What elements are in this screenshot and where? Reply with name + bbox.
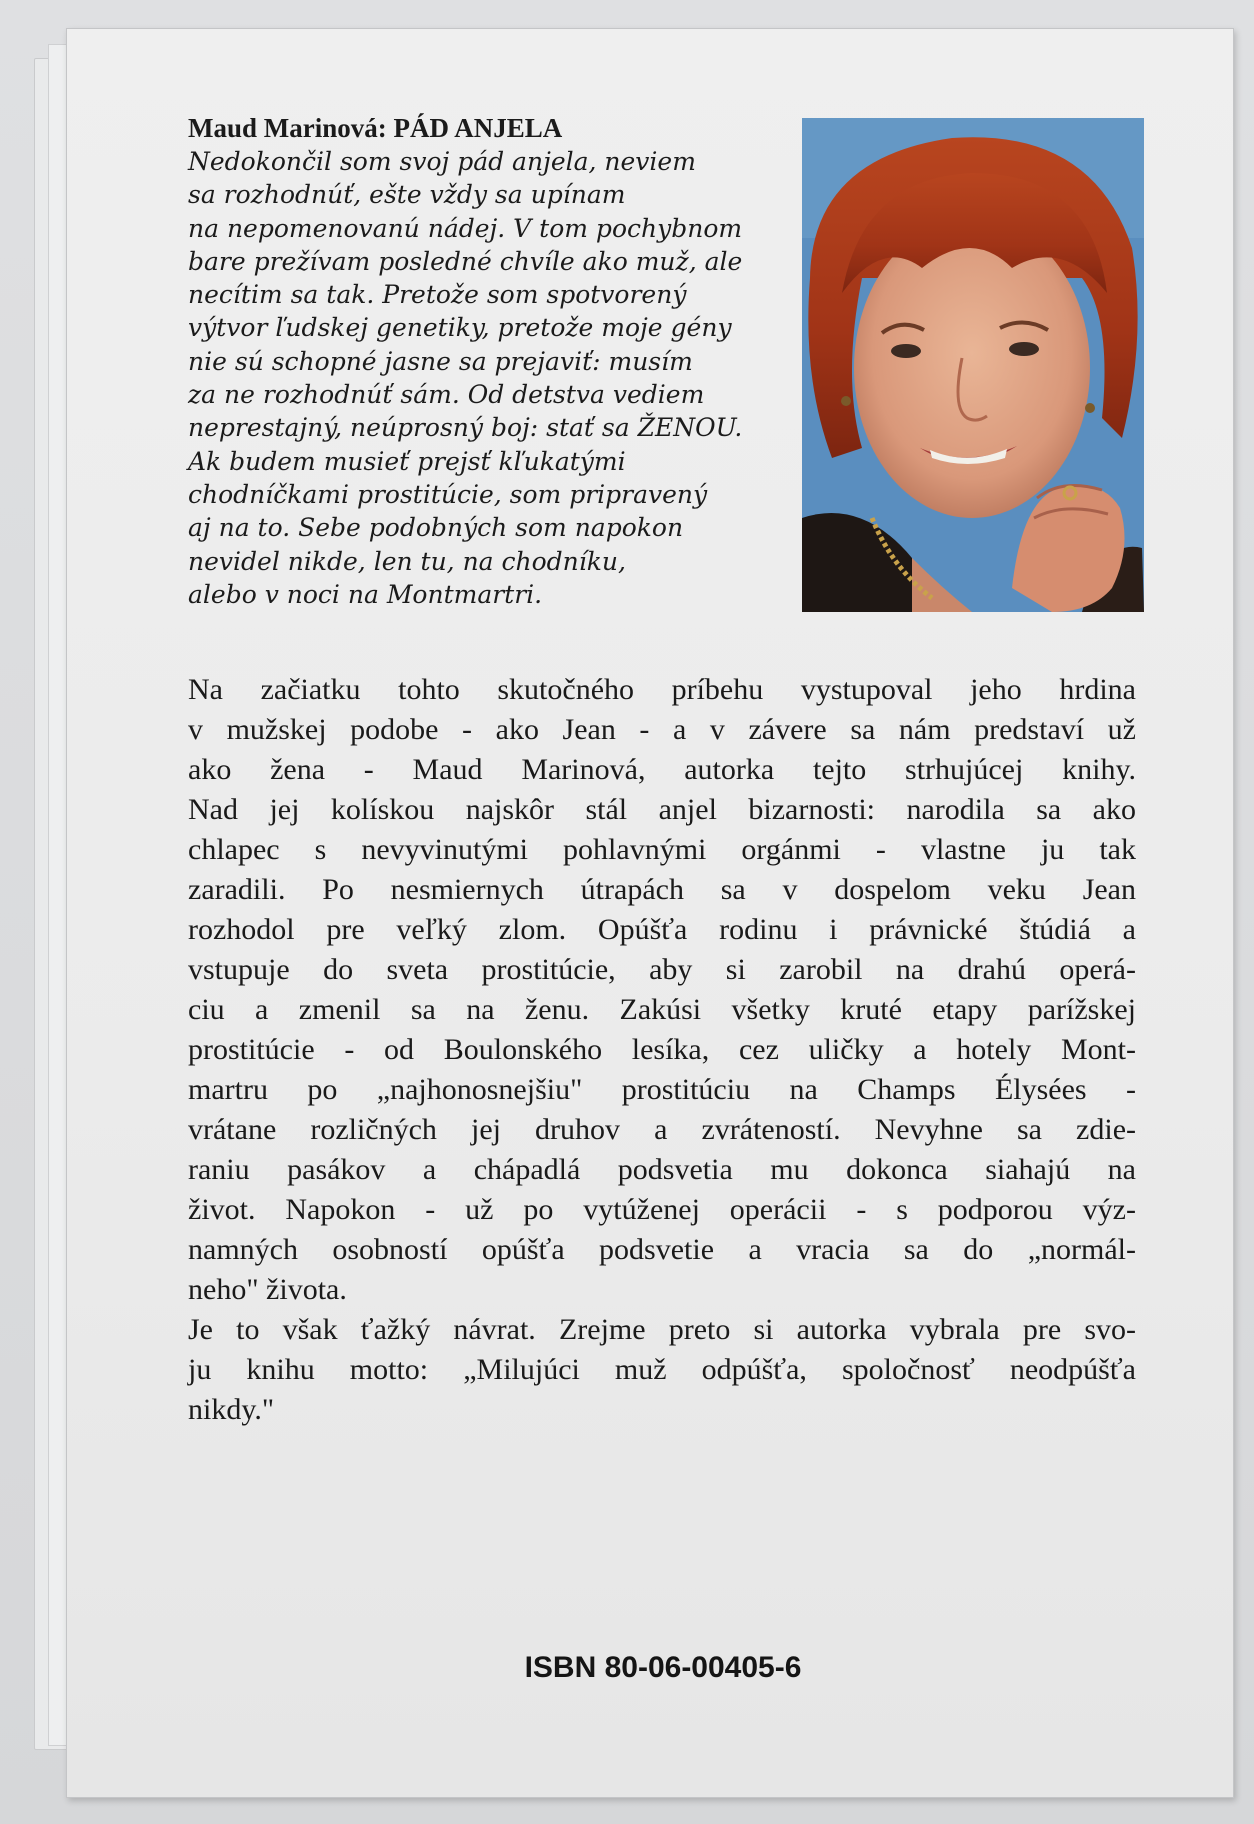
description-line: chlapec s nevyvinutými pohlavnými orgánmi - vlastne ju tak [188,833,1136,866]
description-line: Je to však ťažký návrat. Zrejme preto si autorka vybrala pre svo- [188,1313,1136,1346]
description-text [188,670,1136,1430]
blurb-line: Nedokončil som svoj pád anjela, neviem [188,147,696,176]
description-line: vrátane rozličných jej druhov a zvráteností. Nevyhne sa zdie- [188,1113,1136,1146]
blurb-line: sa rozhodnúť, ešte vždy sa upínam [188,180,626,210]
description-line: Nad jej kolískou najskôr stál anjel bizarnosti: narodila sa ako [188,793,1136,826]
description-line: Na začiatku tohto skutočného príbehu vystupoval jeho hrdina [188,673,1136,706]
blurb-line: nie sú schopné jasne sa prejaviť: musím [188,346,693,376]
author-photo [802,118,1144,612]
description-line: zaradili. Po nesmiernych útrapách sa v dospelom veku Jean [188,873,1136,906]
description-line: prostitúcie - od Boulonského lesíka, cez uličky a hotely Mont- [188,1033,1136,1066]
blurb-line: za ne rozhodnúť sám. Od detstva vediem [188,380,705,410]
description-line: život. Napokon - už po vytúženej operácii - s podporou výz- [188,1193,1136,1226]
blurb-line: necítim sa tak. Pretože som spotvorený [188,280,687,310]
description-line: nikdy." [188,1393,275,1426]
blurb-line: nevidel nikde, len tu, na chodníku, [188,546,626,576]
blurb-line: na nepomenovanú nádej. V tom pochybnom [188,213,743,243]
description-line: v mužskej podobe - ako Jean - a v závere sa nám predstaví už [188,713,1136,746]
blurb-title: Maud Marinová: PÁD ANJELA [188,113,563,143]
blurb-text [188,145,788,611]
blurb-line: výtvor ľudskej genetiky, pretože moje gény [188,313,732,343]
blurb-line: aj na to. Sebe podobných som napokon [188,513,684,543]
description-line: vstupuje do sveta prostitúcie, aby si zarobil na drahú operá- [188,953,1136,986]
description-line: raniu pasákov a chápadlá podsvetia mu dokonca siahajú na [188,1153,1136,1186]
blurb-line: neprestajný, neúprosný boj: stať sa ŽENOU. [188,413,743,443]
blurb-line: Ak budem musieť prejsť kľukatými [188,446,626,476]
author-portrait-image [802,118,1144,612]
blurb-line: chodníčkami prostitúcie, som pripravený [188,479,708,509]
description-line: martru po „najhonosnejšiu" prostitúciu na Champs Élysées - [188,1073,1136,1106]
description-line: rozhodol pre veľký zlom. Opúšťa rodinu i právnické štúdiá a [188,913,1136,946]
description-line: ciu a zmenil sa na ženu. Zakúsi všetky kruté etapy parížskej [188,993,1136,1026]
description-line: namných osobností opúšťa podsvetie a vracia sa do „normál- [188,1233,1136,1266]
blurb-line: bare prežívam posledné chvíle ako muž, ale [188,246,743,276]
blurb-block [188,112,788,611]
description-line: ako žena - Maud Marinová, autorka tejto strhujúcej knihy. [188,753,1136,786]
isbn: ISBN 80-06-00405-6 [524,1651,802,1684]
description-line: ju knihu motto: „Milujúci muž odpúšťa, spoločnosť neodpúšťa [188,1353,1136,1386]
blurb-line: alebo v noci na Montmartri. [188,579,543,609]
description-line: neho" života. [188,1273,347,1306]
